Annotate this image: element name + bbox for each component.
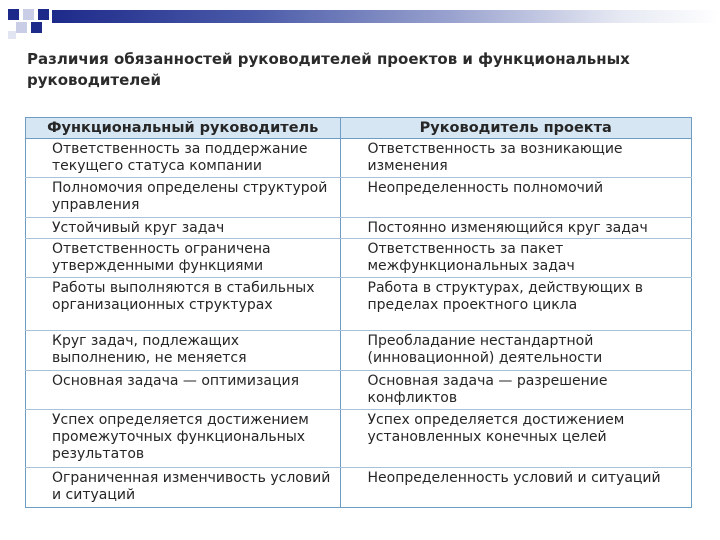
decor-square (23, 9, 34, 20)
table-cell: Преобладание нестандартной (инновационной) деятельности (340, 331, 692, 371)
table-cell: Успех определяется достижением установленных конечных целей (340, 410, 692, 468)
table-row (26, 468, 692, 508)
table-cell: Полномочия определены структурой управления (26, 178, 341, 218)
table-cell: Ответственность за пакет межфункциональных задач (340, 239, 692, 278)
table-row (26, 239, 692, 278)
table-row (26, 371, 692, 410)
table-header-row (26, 118, 692, 139)
decor-square (16, 22, 27, 33)
column-header-functional-manager: Функциональный руководитель (26, 118, 341, 139)
table-row (26, 218, 692, 239)
table-cell: Успех определяется достижением промежуточных функциональных результатов (26, 410, 341, 468)
table-cell: Основная задача — оптимизация (26, 371, 341, 410)
table-cell: Ответственность ограничена утвержденными функциями (26, 239, 341, 278)
table-cell: Постоянно изменяющийся круг задач (340, 218, 692, 239)
table-row (26, 410, 692, 468)
table-cell: Круг задач, подлежащих выполнению, не меняется (26, 331, 341, 371)
table-row (26, 331, 692, 371)
decor-square (8, 9, 19, 20)
table-cell: Ответственность за поддержание текущего статуса компании (26, 139, 341, 178)
table-cell: Основная задача — разрешение конфликтов (340, 371, 692, 410)
comparison-table (25, 117, 692, 508)
column-header-project-manager: Руководитель проекта (340, 118, 692, 139)
slide-title: Различия обязанностей руководителей проектов и функциональных руководителей (27, 50, 630, 89)
table-cell: Работа в структурах, действующих в пределах проектного цикла (340, 278, 692, 331)
table-cell: Неопределенность полномочий (340, 178, 692, 218)
header-decoration (0, 0, 720, 40)
decor-square (31, 22, 42, 33)
decor-square (8, 31, 16, 39)
table-row (26, 278, 692, 331)
table-row (26, 139, 692, 178)
table-cell: Ограниченная изменчивость условий и ситуаций (26, 468, 341, 508)
table-cell: Ответственность за возникающие изменения (340, 139, 692, 178)
table-cell: Неопределенность условий и ситуаций (340, 468, 692, 508)
table-row (26, 178, 692, 218)
table-cell: Устойчивый круг задач (26, 218, 341, 239)
table-cell: Работы выполняются в стабильных организационных структурах (26, 278, 341, 331)
header-gradient-bar (52, 10, 720, 23)
decor-square (38, 9, 49, 20)
